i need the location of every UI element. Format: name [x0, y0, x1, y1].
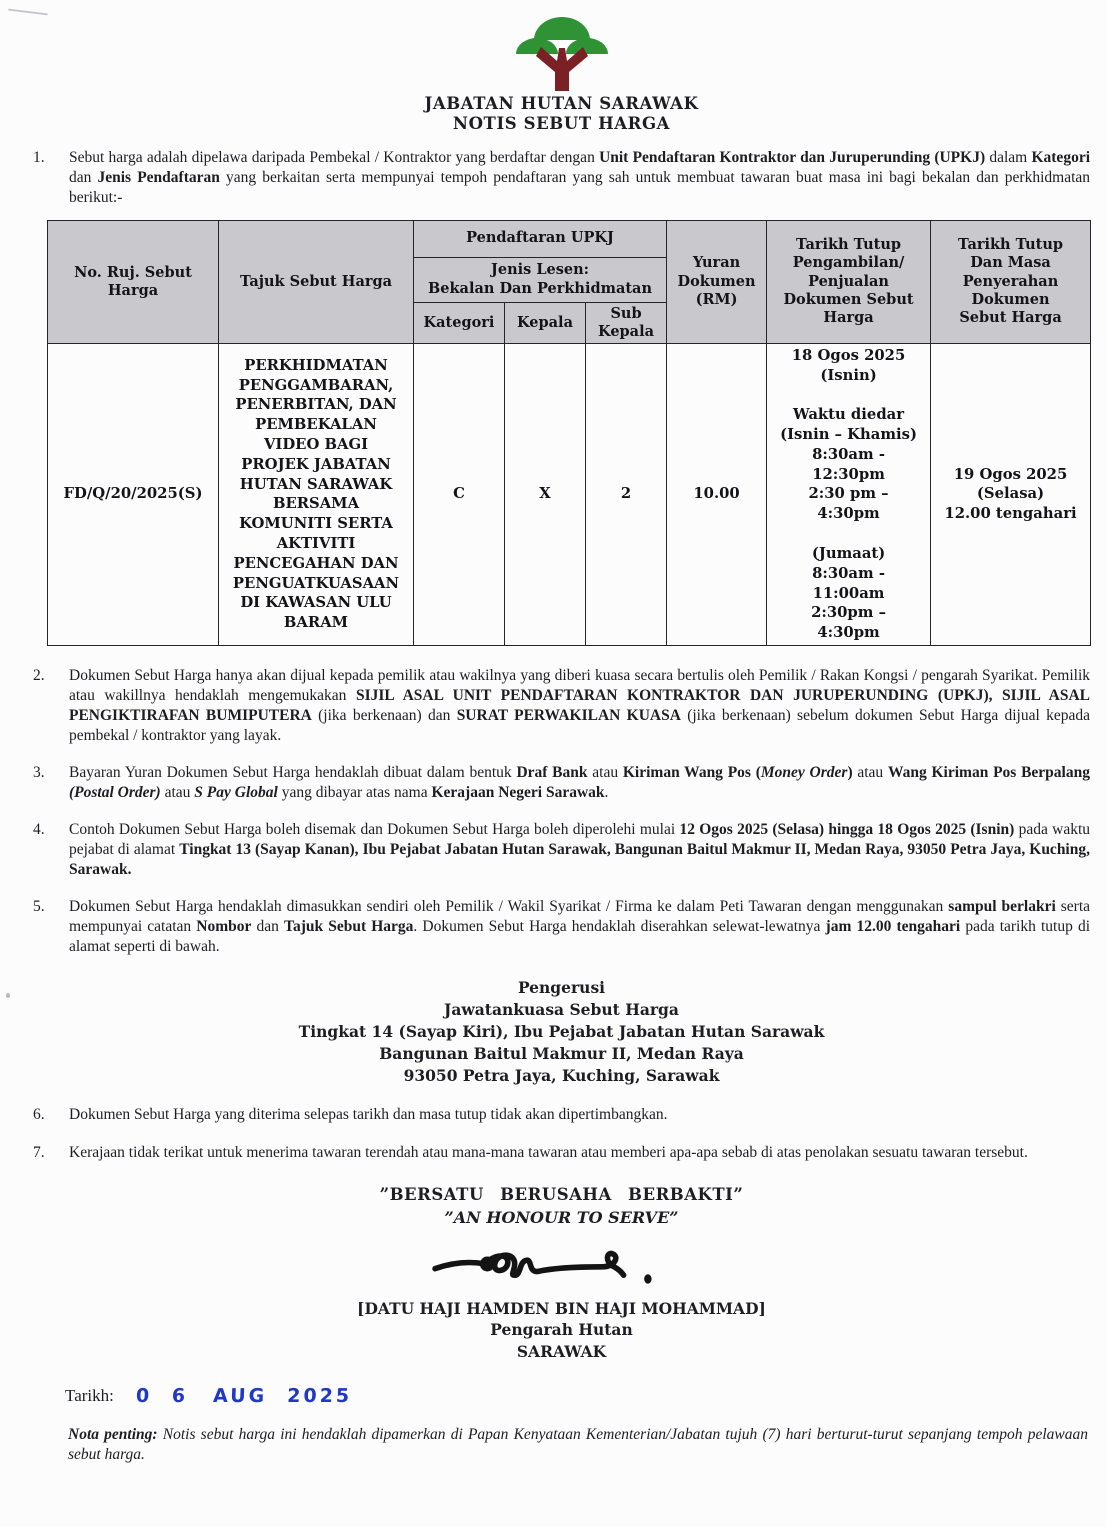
header-tarikh-pengambilan: Tarikh Tutup Pengambilan/ Penjualan Dokumen Sebut Harga — [767, 220, 931, 343]
signature-area — [33, 1233, 1090, 1363]
header-kepala: Kepala — [505, 302, 586, 343]
org-name: JABATAN HUTAN SARAWAK — [424, 94, 699, 113]
doc-title: NOTIS SEBUT HARGA — [452, 113, 671, 133]
cell-no-ruj: FD/Q/20/2025(S) — [48, 343, 219, 645]
paragraph-1-number: 1. — [33, 148, 45, 166]
stamp-day: 0 6 — [135, 1384, 194, 1407]
paragraph-4 — [33, 820, 1090, 880]
date-line — [65, 1385, 1090, 1407]
cell-tajuk: PERKHIDMATAN PENGGAMBARAN, PENERBITAN, DAN PEMBEKALAN VIDEO BAGI PROJEK JABATAN HUTAN SARAWAK BERSAMA KOMUNITI SERTA AKTIVITI PENCEGAHAN DAN PENGUATKUASAAN DI KAWASAN ULU BARAM — [219, 343, 414, 645]
paragraph-5-number: 5. — [33, 897, 45, 915]
motto-line-malay: ”BERSATU BERUSAHA BERBAKTI” — [379, 1184, 744, 1204]
header-pendaftaran-upkj: Pendaftaran UPKJ — [414, 220, 667, 257]
paragraph-3-number: 3. — [33, 763, 45, 781]
paragraph-2-number: 2. — [33, 666, 45, 684]
paragraph-7 — [33, 1143, 1090, 1163]
cell-tarikh-penyerahan: 19 Ogos 2025 (Selasa) 12.00 tengahari — [931, 343, 1091, 645]
motto-block — [33, 1185, 1090, 1227]
header-no-ruj: No. Ruj. Sebut Harga — [48, 220, 219, 343]
date-label: Tarikh: — [65, 1385, 114, 1405]
sarawak-forestry-tree-logo-icon — [514, 14, 610, 92]
header-tajuk: Tajuk Sebut Harga — [219, 220, 414, 343]
paragraph-4-number: 4. — [33, 820, 45, 838]
paragraph-5 — [33, 897, 1090, 957]
header-yuran-dokumen: Yuran Dokumen (RM) — [667, 220, 767, 343]
header-tarikh-penyerahan: Tarikh Tutup Dan Masa Penyerahan Dokumen Sebut Harga — [931, 220, 1091, 343]
scan-artifact-dot — [6, 993, 10, 998]
paragraph-2 — [33, 666, 1090, 746]
header-sub-kepala: Sub Kepala — [586, 302, 667, 343]
paragraph-1-text: Sebut harga adalah dipelawa daripada Pembekal / Kontraktor yang berdaftar dengan Unit Pendaftaran Kontraktor dan Juruperunding (UPKJ) dalam Kategori dan Jenis Pendaftaran yang berkaitan serta mempunyai tempoh pendaftaran yang sah untuk membuat tawaran buat masa ini bagi bekalan dan perkhidmatan berikut:- — [69, 148, 1091, 206]
paragraph-7-number: 7. — [33, 1143, 45, 1161]
cell-tarikh-pengambilan: 18 Ogos 2025 (Isnin) Waktu diedar (Isnin – Khamis) 8:30am - 12:30pm 2:30 pm – 4:30pm (Jumaat) 8:30am - 11:00am 2:30pm – 4:30pm — [767, 343, 931, 645]
signatory-region: SARAWAK — [516, 1342, 607, 1362]
stamp-month: AUG — [212, 1384, 268, 1407]
signatory-name: [DATU HAJI HAMDEN BIN HAJI MOHAMMAD] — [357, 1298, 766, 1318]
cell-sub-kepala: 2 — [586, 343, 667, 645]
submission-address-block: Pengerusi Jawatankuasa Sebut Harga Tingkat 14 (Sayap Kiri), Ibu Pejabat Jabatan Hutan Sarawak Bangunan Baitul Makmur II, Medan Raya 93050 Petra Jaya, Kuching, Sarawak — [298, 977, 825, 1085]
signatory-block — [33, 1298, 1090, 1363]
tree-canopy-left-icon — [516, 38, 558, 54]
quotation-table — [47, 220, 1091, 646]
masthead — [33, 14, 1090, 134]
date-stamp — [135, 1385, 352, 1407]
stamp-year: 2025 — [286, 1384, 353, 1407]
tree-canopy-right-icon — [566, 38, 608, 54]
paragraph-2-text: Dokumen Sebut Harga hanya akan dijual kepada pemilik atau wakilnya yang diberi kuasa secara bertulis oleh Pemilik / Rakan Kongsi / pengarah Syarikat. Pemilik atau wakillnya hendaklah mengemukakan SIJIL ASAL UNIT PENDAFTARAN KONTRAKTOR DAN JURUPERUNDING (UPKJ), SIJIL ASAL PENGIKTIRAFAN BUMIPUTERA (jika berkenaan) dan SURAT PERWAKILAN KUASA (jika berkenaan) sebelum dokumen Sebut Harga dijual kepada pembekal / kontraktor yang layak. — [69, 666, 1091, 744]
cell-kepala: X — [505, 343, 586, 645]
paragraph-3-text: Bayaran Yuran Dokumen Sebut Harga hendaklah dibuat dalam bentuk Draf Bank atau Kiriman Wang Pos (Money Order) atau Wang Kiriman Pos Berpalang (Postal Order) atau S Pay Global yang dibayar atas nama Kerajaan Negeri Sarawak. — [69, 763, 1090, 801]
tree-trunk-icon — [536, 47, 588, 91]
cell-yuran: 10.00 — [667, 343, 767, 645]
paragraph-5-text: Dokumen Sebut Harga hendaklah dimasukkan sendiri oleh Pemilik / Wakil Syarikat / Firma ke dalam Peti Tawaran dengan menggunakan sampul berlakri serta mempunyai catatan Nombor dan Tajuk Sebut Harga. Dokumen Sebut Harga hendaklah diserahkan selewat-lewatnya jam 12.00 tengahari pada tarikh tutup di alamat seperti di bawah. — [69, 897, 1091, 955]
signatory-title: Pengarah Hutan — [490, 1320, 633, 1340]
paragraph-4-text: Contoh Dokumen Sebut Harga boleh disemak dan Dokumen Sebut Harga boleh diperolehi mulai 12 Ogos 2025 (Selasa) hingga 18 Ogos 2025 (Isnin) pada waktu pejabat di alamat Tingkat 13 (Sayap Kanan), Ibu Pejabat Jabatan Hutan Sarawak, Bangunan Baitul Makmur II, Medan Raya, 93050 Petra Jaya, Kuching, Sarawak. — [69, 820, 1091, 878]
cell-kategori: C — [414, 343, 505, 645]
header-jenis-lesen: Jenis Lesen: Bekalan Dan Perkhidmatan — [414, 257, 667, 302]
quotation-row — [48, 343, 1091, 645]
paragraph-1 — [33, 148, 1090, 208]
scan-artifact-line — [8, 9, 48, 16]
tree-canopy-center-icon — [534, 17, 590, 40]
motto-line-english: ”AN HONOUR TO SERVE” — [444, 1207, 679, 1227]
paragraph-3 — [33, 763, 1090, 803]
paragraph-6 — [33, 1105, 1090, 1125]
header-kategori: Kategori — [414, 302, 505, 343]
paragraph-6-text: Dokumen Sebut Harga yang diterima selepas tarikh dan masa tutup tidak akan dipertimbangkan. — [69, 1105, 668, 1123]
important-note: Nota penting: Notis sebut harga ini hendaklah dipamerkan di Papan Kenyataan Kementerian/Jabatan tujuh (7) hari berturut-turut sepanjang tempoh pelawaan sebut harga. — [68, 1425, 1089, 1464]
paragraph-7-text: Kerajaan tidak terikat untuk menerima tawaran terendah atau mana-mana tawaran atau memberi apa-apa sebab di atas penolakan sesuatu tawaran tersebut. — [69, 1143, 1028, 1161]
paragraph-6-number: 6. — [33, 1105, 45, 1123]
handwritten-signature-icon — [422, 1233, 702, 1295]
